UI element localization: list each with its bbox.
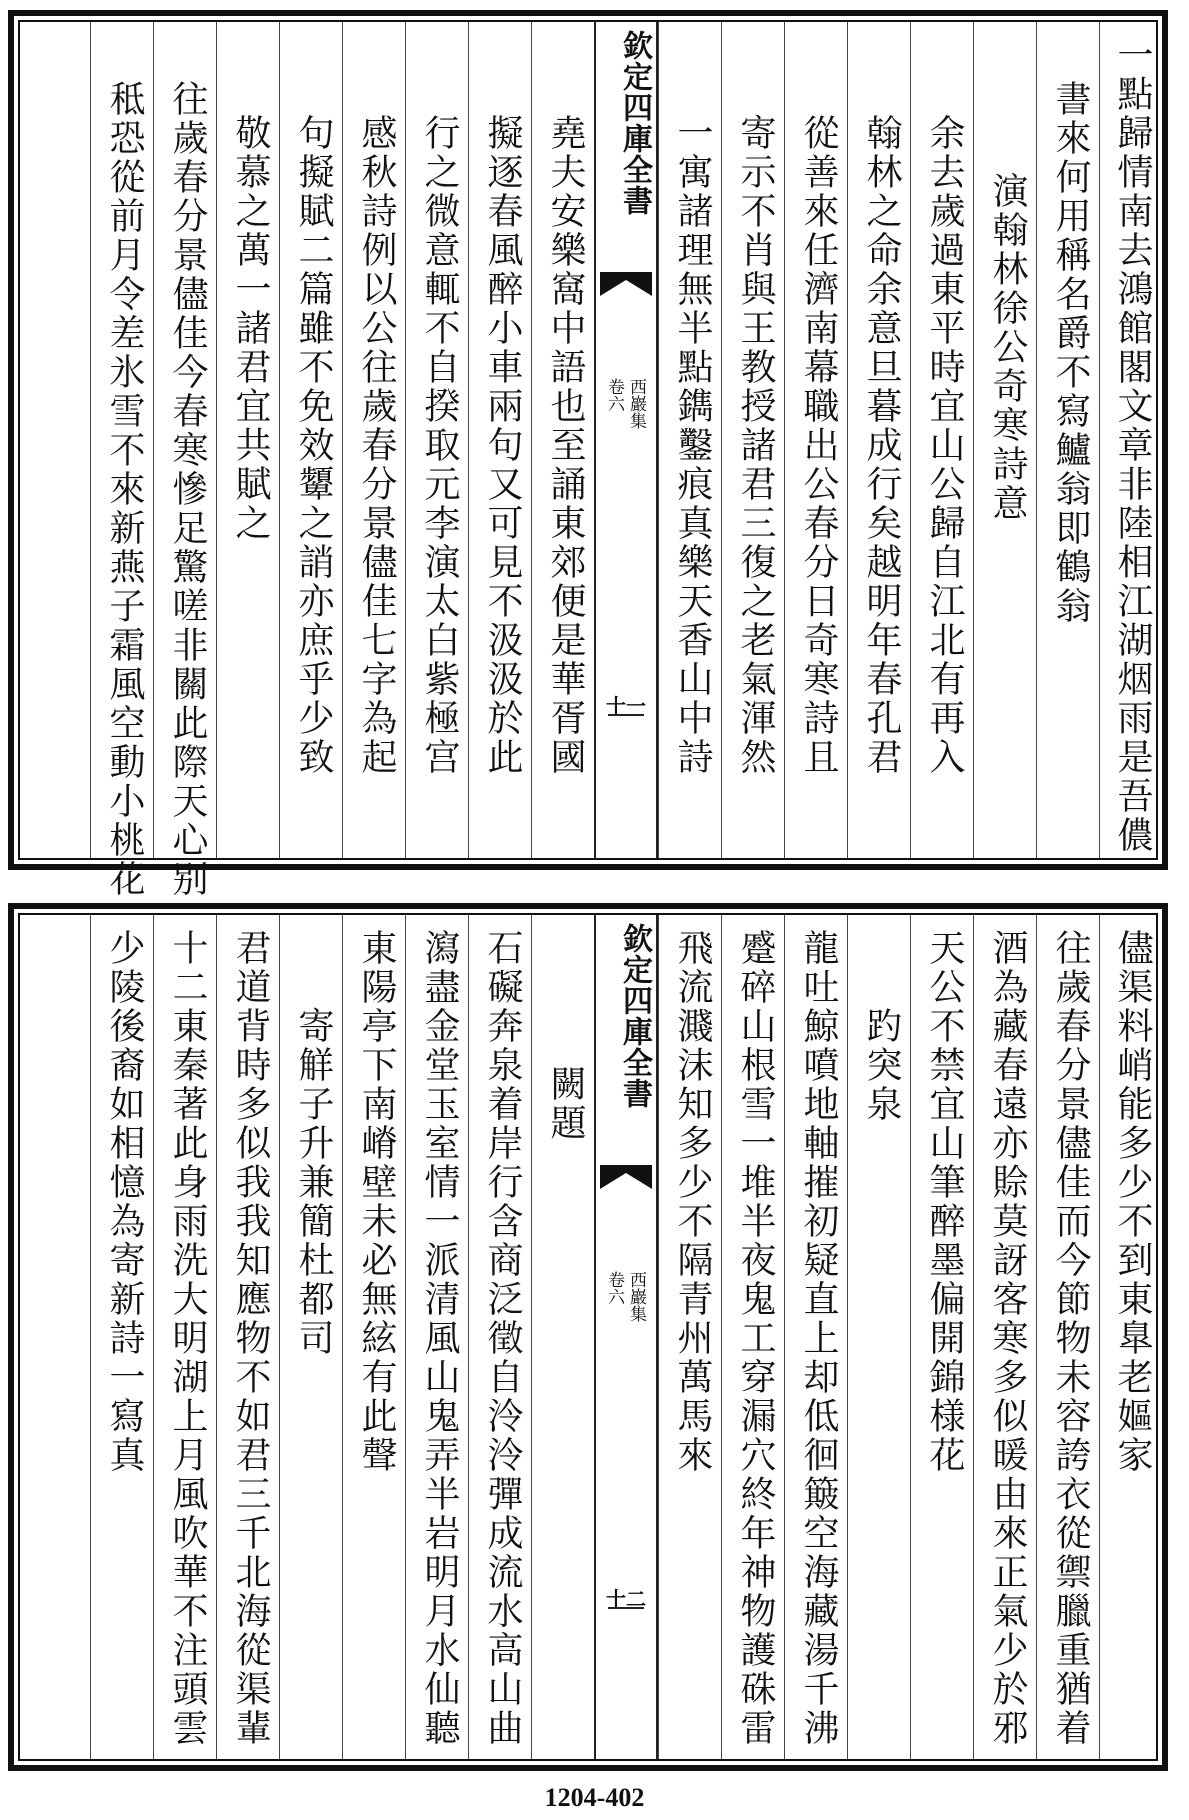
column-text: 儘渠料峭能多少不到東臯老嫗家 bbox=[1112, 929, 1153, 1475]
column-text: 天公不禁宜山筆醉墨偏開錦様花 bbox=[924, 929, 965, 1475]
center-fold bbox=[594, 915, 658, 1759]
text-column bbox=[973, 22, 1036, 858]
column-text: 君道背時多似我我知應物不如君三千北海從渠輩 bbox=[230, 929, 271, 1748]
column-text: 石礙奔泉着岸行含商泛徵自泠泠彈成流水高山曲 bbox=[482, 929, 523, 1748]
page-number-rule bbox=[608, 1607, 644, 1609]
column-text: 書來何用稱名爵不寫鱸翁即鶴翁 bbox=[1050, 80, 1091, 626]
page-number: 十一 bbox=[606, 694, 646, 718]
column-text: 寄示不肖與王教授諸君三復之老氣渾然 bbox=[735, 114, 776, 777]
text-column bbox=[90, 915, 153, 1759]
column-text: 龍吐鯨噴地軸摧初疑直上却低徊簸空海藏湯千沸 bbox=[798, 929, 839, 1748]
footer-page-id: 1204-402 bbox=[544, 1783, 645, 1812]
page-number-rule bbox=[608, 714, 644, 716]
column-text: 擬逐春風醉小車兩句又可見不汲汲於此 bbox=[482, 114, 523, 777]
text-column bbox=[847, 22, 910, 858]
column-text: 寄觧子升兼簡杜都司 bbox=[293, 1007, 334, 1358]
text-column bbox=[1099, 22, 1161, 858]
center-fold bbox=[594, 22, 658, 858]
fishtail-mark bbox=[600, 1165, 652, 1189]
text-column bbox=[721, 22, 784, 858]
text-column bbox=[531, 915, 594, 1759]
bottom-page-frame bbox=[18, 913, 1158, 1761]
column-text: 瀉盡金堂玉室情一派清風山鬼弄半岩明月水仙聽 bbox=[419, 929, 460, 1748]
fishtail-mark bbox=[600, 272, 652, 296]
column-text: 感秋詩例以公往歲春分景儘佳七字為起 bbox=[356, 114, 397, 777]
column-text: 往歲春分景儘佳今春寒慘足驚嗟非關此際天心别 bbox=[167, 80, 208, 899]
column-text: 余去歲過東平時宜山公歸自江北有再入 bbox=[924, 114, 965, 777]
volume-label: 卷六 bbox=[604, 1271, 624, 1305]
column-text: 十二東秦著此身雨洗大明湖上月風吹華不注頭雲 bbox=[167, 929, 208, 1748]
volume-label: 卷六 bbox=[604, 378, 624, 412]
text-column bbox=[342, 22, 405, 858]
text-column bbox=[468, 22, 531, 858]
page-number: 十二 bbox=[606, 1587, 646, 1611]
text-column bbox=[847, 915, 910, 1759]
column-text: 堯夫安樂窩中語也至誦東郊便是華胥國 bbox=[545, 114, 586, 777]
text-column bbox=[279, 915, 342, 1759]
text-column bbox=[531, 22, 594, 858]
column-text: 句擬賦二篇雖不免效顰之誚亦庶乎少致 bbox=[293, 114, 334, 777]
text-column bbox=[468, 915, 531, 1759]
text-column bbox=[1099, 915, 1161, 1759]
column-text: 秪恐從前月令差氷雪不來新燕子霜風空動小桃花 bbox=[104, 80, 145, 899]
column-text: 蹙碎山根雪一堆半夜鬼工穿漏穴終年神物護硃雷 bbox=[735, 929, 776, 1748]
text-column bbox=[90, 22, 153, 899]
text-column bbox=[910, 915, 973, 1759]
text-column bbox=[279, 22, 342, 858]
text-column bbox=[784, 915, 847, 1759]
book-title: 欽定四庫全書 bbox=[617, 923, 652, 1109]
column-text: 闕題 bbox=[545, 1065, 586, 1143]
text-column bbox=[784, 22, 847, 858]
column-text: 酒為藏春遠亦賒莫訝客寒多似暖由來正氣少於邪 bbox=[987, 929, 1028, 1748]
text-column bbox=[721, 915, 784, 1759]
column-text: 東陽亭下南嵴壁未必無絃有此聲 bbox=[356, 929, 397, 1475]
column-text: 行之微意輒不自揆取元李演太白紫極宫 bbox=[419, 114, 460, 777]
column-text: 往歲春分景儘佳而今節物未容誇衣從禦臘重猶着 bbox=[1050, 929, 1091, 1748]
text-column bbox=[1036, 915, 1099, 1759]
collection-label: 西巖集 bbox=[626, 378, 646, 429]
bottom-page bbox=[8, 903, 1168, 1771]
column-text: 從善來任濟南幕職出公春分日奇寒詩且 bbox=[798, 114, 839, 777]
collection-label: 西巖集 bbox=[626, 1271, 646, 1322]
text-column bbox=[658, 915, 721, 1759]
book-title: 欽定四庫全書 bbox=[617, 30, 652, 216]
text-column bbox=[405, 915, 468, 1759]
column-text: 翰林之命余意旦暮成行矣越明年春孔君 bbox=[861, 114, 902, 777]
text-column bbox=[658, 22, 721, 858]
text-column bbox=[910, 22, 973, 858]
top-page-frame bbox=[18, 20, 1158, 899]
text-column bbox=[216, 915, 279, 1759]
text-column bbox=[216, 22, 279, 858]
text-column bbox=[405, 22, 468, 858]
column-text: 趵突泉 bbox=[861, 1007, 902, 1124]
top-page bbox=[8, 10, 1168, 899]
column-text: 少陵後裔如相憶為寄新詩一寫真 bbox=[104, 929, 145, 1475]
text-column bbox=[153, 915, 216, 1759]
column-text: 飛流濺沫知多少不隔青州萬馬來 bbox=[672, 929, 713, 1475]
text-column bbox=[973, 915, 1036, 1759]
text-column bbox=[1036, 22, 1099, 858]
column-text: 演翰林徐公奇寒詩意 bbox=[987, 172, 1028, 523]
text-column bbox=[153, 22, 216, 899]
text-column bbox=[342, 915, 405, 1759]
column-text: 一寓諸理無半點鐫鑿痕真樂天香山中詩 bbox=[672, 114, 713, 777]
column-text: 敬慕之萬一諸君宜共賦之 bbox=[230, 114, 271, 543]
column-text: 一點歸情南去鴻館閣文章非陸相江湖烟雨是吾儂 bbox=[1112, 36, 1153, 855]
